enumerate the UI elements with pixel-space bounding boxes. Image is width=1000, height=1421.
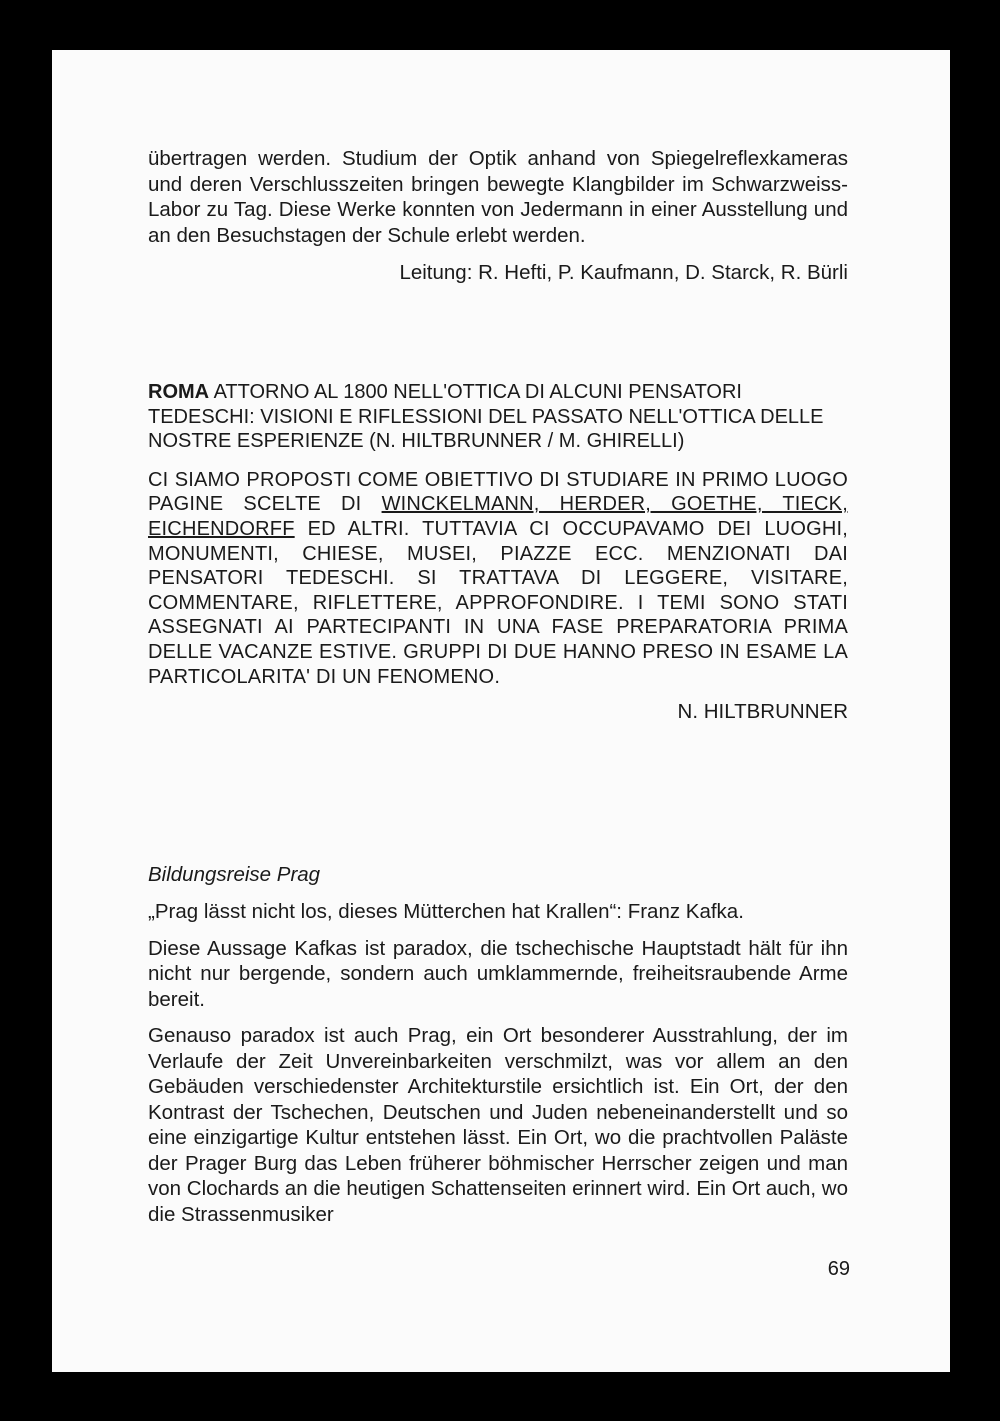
- roma-heading: [148, 380, 848, 454]
- credit-leitung: Leitung: R. Hefti, P. Kaufmann, D. Starck, R. Bürli: [399, 261, 848, 284]
- prag-paragraph-2: Genauso paradox ist auch Prag, ein Ort besonderer Ausstrahlung, der im Verlaufe der Zeit Unvereinbarkeiten verschmilzt, was vor allem an den Gebäuden verschiedenster Architekturstile ersichtlich ist. Ein Ort, der den Kontrast der Tschechen, Deutschen und Juden nebeneinanderstellt und so eine einzigartige Kultur entstehen lässt. Ein Ort, wo die prachtvollen Paläste der Prager Burg das Leben früherer böhmischer Herrscher zeigen und man von Clochards an die heutigen Schattenseiten erinnert wird. Ein Ort auch, wo die Strassenmusiker: [148, 1024, 848, 1226]
- page-number: 69: [827, 1258, 850, 1280]
- roma-heading-bold: ROMA: [148, 381, 210, 403]
- paragraph-optik: übertragen werden. Studium der Optik anhand von Spiegelreflexkameras und deren Verschlusszeiten bringen bewegte Klangbilder im Schwarzweiss-Labor zu Tag. Diese Werke konnten von Jedermann in einer Ausstellung und an den Besuchstagen der Schule erlebt werden.: [148, 147, 848, 247]
- section-prag: [148, 862, 848, 1227]
- prag-quote: „Prag lässt nicht los, dieses Mütterchen hat Krallen“: Franz Kafka.: [148, 900, 744, 923]
- prag-paragraph-1: Diese Aussage Kafkas ist paradox, die tschechische Hauptstadt hält für ihn nicht nur bergende, sondern auch umklammernde, freiheitsraubende Arme bereit.: [148, 936, 848, 1011]
- document-page: [52, 50, 950, 1372]
- roma-author: N. HILTBRUNNER: [677, 700, 848, 724]
- roma-heading-rest: ATTORNO AL 1800 NELL'OTTICA DI ALCUNI PENSATORI TEDESCHI: VISIONI E RIFLESSIONI DEL PASSATO NELL'OTTICA DELLE NOSTRE ESPERIENZE (N. HILTBRUNNER / M. GHIRELLI): [148, 381, 824, 453]
- roma-body-authors: WINCKELMANN, HERDER, GOETHE, TIECK, EICHENDORFF: [148, 493, 848, 540]
- prag-title: Bildungsreise Prag: [148, 863, 321, 886]
- roma-body-start: CI SIAMO PROPOSTI COME OBIETTIVO DI STUDIARE IN PRIMO LUOGO PAGINE SCELTE DI: [148, 468, 848, 516]
- roma-body: [148, 468, 848, 689]
- section-optik: [148, 146, 848, 286]
- section-roma: [148, 380, 848, 725]
- roma-body-end: ED ALTRI. TUTTAVIA CI OCCUPAVAMO DEI LUOGHI, MONUMENTI, CHIESE, MUSEI, PIAZZE ECC. MENZIONATI DAI PENSATORI TEDESCHI. SI TRATTAVA DI LEGGERE, VISITARE, COMMENTARE, RIFLETTERE, APPROFONDIRE. I TEMI SONO STATI ASSEGNATI AI PARTECIPANTI IN UNA FASE PREPARATORIA PRIMA DELLE VACANZE ESTIVE. GRUPPI DI DUE HANNO PRESO IN ESAME LA PARTICOLARITA' DI UN FENOMENO.: [148, 517, 848, 688]
